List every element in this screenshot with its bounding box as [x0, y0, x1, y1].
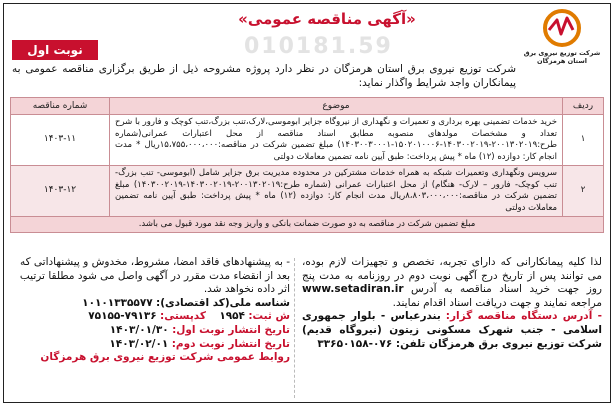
publish-date-2-value: ۱۴۰۳/۰۲/۰۱ — [109, 337, 169, 350]
national-id-line — [12, 297, 290, 311]
watermark: 010181.59 — [244, 34, 393, 59]
subject-text: سرویس ونگهداری وتعمیرات شبکه به همراه خدمات مشترکین در محدوده مدیریت برق جزایر شامل (ابوموسی- تنب بزرگ- تنب کوچک- فارور – لارک- هنگام) از محل اعتبارات عمرانی (شماره طرح:۲۰۰۱۳۰۲۰۱۹-۱۴۰۳۰۰۲۰۱۹-۱۴۰۳۰۰۲۰۱۹) مبلغ تضمین شرکت در مناقصه:۸،۸۰۳،۰۰۰،۰۰۰ریال مدت انجام کار: دوازده (۱۲) ماه — [115, 168, 557, 201]
registration-value: ۱۹۵۴ — [219, 310, 245, 323]
signature: روابط عمومی شرکت توزیع نیروی برق هرمزگان — [40, 351, 290, 364]
row-index: ۱ — [563, 115, 604, 166]
national-id-value: ۱۰۱۰۱۳۳۵۵۷۷ — [82, 296, 153, 309]
row-index: ۲ — [563, 166, 604, 217]
info-column — [12, 256, 290, 365]
instructions-text: لذا کلیه پیمانکارانی که دارای تجربه، تخصص و تجهیزات لازم بوده، می توانند پس از تاریخ درج آگهی نوبت دوم در روزنامه به مدت پنج روز جهت خرید اسناد مناقصه به آدرس — [302, 256, 602, 296]
publish-date-2-line — [12, 338, 290, 352]
row-subject — [110, 115, 563, 166]
tender-number: ۱۴۰۳-۱۲ — [11, 166, 110, 217]
note-text: - به پیشنهادهای فاقد امضا، مشروط، مخدوش و پیشنهاداتی که بعد از انقضاء مدت مقرر در آگهی واصل می شود مطلقا ترتیب اثر داده نخواهد شد. — [19, 256, 290, 296]
address-text: بندرعباس - بلوار جمهوری اسلامی - جنب شهرک مسکونی زیتون (نیروگاه قدیم) شرکت توزیع نیروی برق هرمزگان تلفن: ۰۷۶-۳۳۶۵۰۱۵۸ — [302, 310, 602, 350]
power-lightning-icon — [540, 8, 584, 48]
national-id-label: شناسه ملی(کد اقتصادی): — [156, 296, 290, 309]
tender-ad — [3, 3, 611, 403]
payment-text: * پیش پرداخت: طبق آیین نامه تضمین معاملات دولتی — [273, 151, 462, 162]
round-badge: نوبت اول — [12, 40, 98, 60]
payment-text: * پیش پرداخت: طبق آیین نامه تضمین معاملات دولتی — [115, 191, 557, 213]
header-subject-col: موضوع — [110, 98, 563, 115]
tender-table — [10, 97, 604, 233]
header-row-col: ردیف — [563, 98, 604, 115]
tender-number: ۱۴۰۳-۱۱ — [11, 115, 110, 166]
instructions-column — [302, 256, 602, 351]
subject-text: خرید خدمات تضمینی بهره برداری و تعمیرات و نگهداری از نیروگاه جزایر ابوموسی،لارک،تنب بزرگ،تنب کوچک و فارور با شرح تعداد و مشخصات مولدهای منصوبه مطابق اسناد مناقصه از محل اعتبارات عمرانی(شماره طرح:۲۰۰۱۳۰۲۰۱۹-۱۴۰۳۰۰۲۰۱۹-۱۵۰۲۰۱۰۰۰۶-۱۴۰۳۰۰۳۰۰۰۱) مبلغ تضمین شرکت در مناقصه:۱۵،۷۵۵،۰۰۰،۰۰۰ریال * مدت انجام کار: دوازده (۱۲) ماه — [115, 117, 557, 162]
table-header-row — [11, 98, 604, 115]
row-subject — [110, 166, 563, 217]
page-title: «آگهی مناقصه عمومی» — [238, 10, 416, 28]
header-number-col: شماره مناقصه — [11, 98, 110, 115]
publish-date-1-line — [12, 324, 290, 338]
table-row — [11, 115, 604, 166]
address-label: - آدرس دستگاه مناقصه گزار: — [445, 310, 602, 323]
registration-label: ش ثبت: — [248, 310, 290, 323]
publish-date-1-label: تاریخ انتشار نوبت اول: — [172, 323, 290, 336]
company-logo — [520, 8, 604, 65]
registration-line — [12, 310, 290, 324]
table-row — [11, 166, 604, 217]
column-divider — [294, 258, 295, 398]
postal-code-value: ۷۹۱۳۶-۷۵۱۵۵ — [88, 310, 157, 323]
postal-code-label: کدپستی: — [160, 310, 206, 323]
table-footnote-row — [11, 217, 604, 233]
instructions-text-2: مراجعه نمایند و جهت دریافت اسناد اقدام نمایند. — [392, 296, 602, 309]
publish-date-2-label: تاریخ انتشار نوبت دوم: — [171, 337, 290, 350]
setadiran-link[interactable]: www.setadiran.ir — [302, 283, 404, 296]
logo-text: شرکت توزیع نیروی برق استان هرمزگان — [523, 49, 601, 65]
intro-text: شرکت توزیع نیروی برق استان هرمزگان در نظر دارد پروژه مشروحه ذیل از طریق برگزاری مناقصه عمومی به پیمانکاران واجد شرایط واگذار نماید: — [12, 63, 516, 89]
table-footnote: مبلغ تضمین شرکت در مناقصه به دو صورت ضمانت بانکی و واریز وجه نقد مورد قبول می باشد. — [11, 217, 604, 233]
publish-date-1-value: ۱۴۰۳/۰۱/۳۰ — [109, 323, 169, 336]
